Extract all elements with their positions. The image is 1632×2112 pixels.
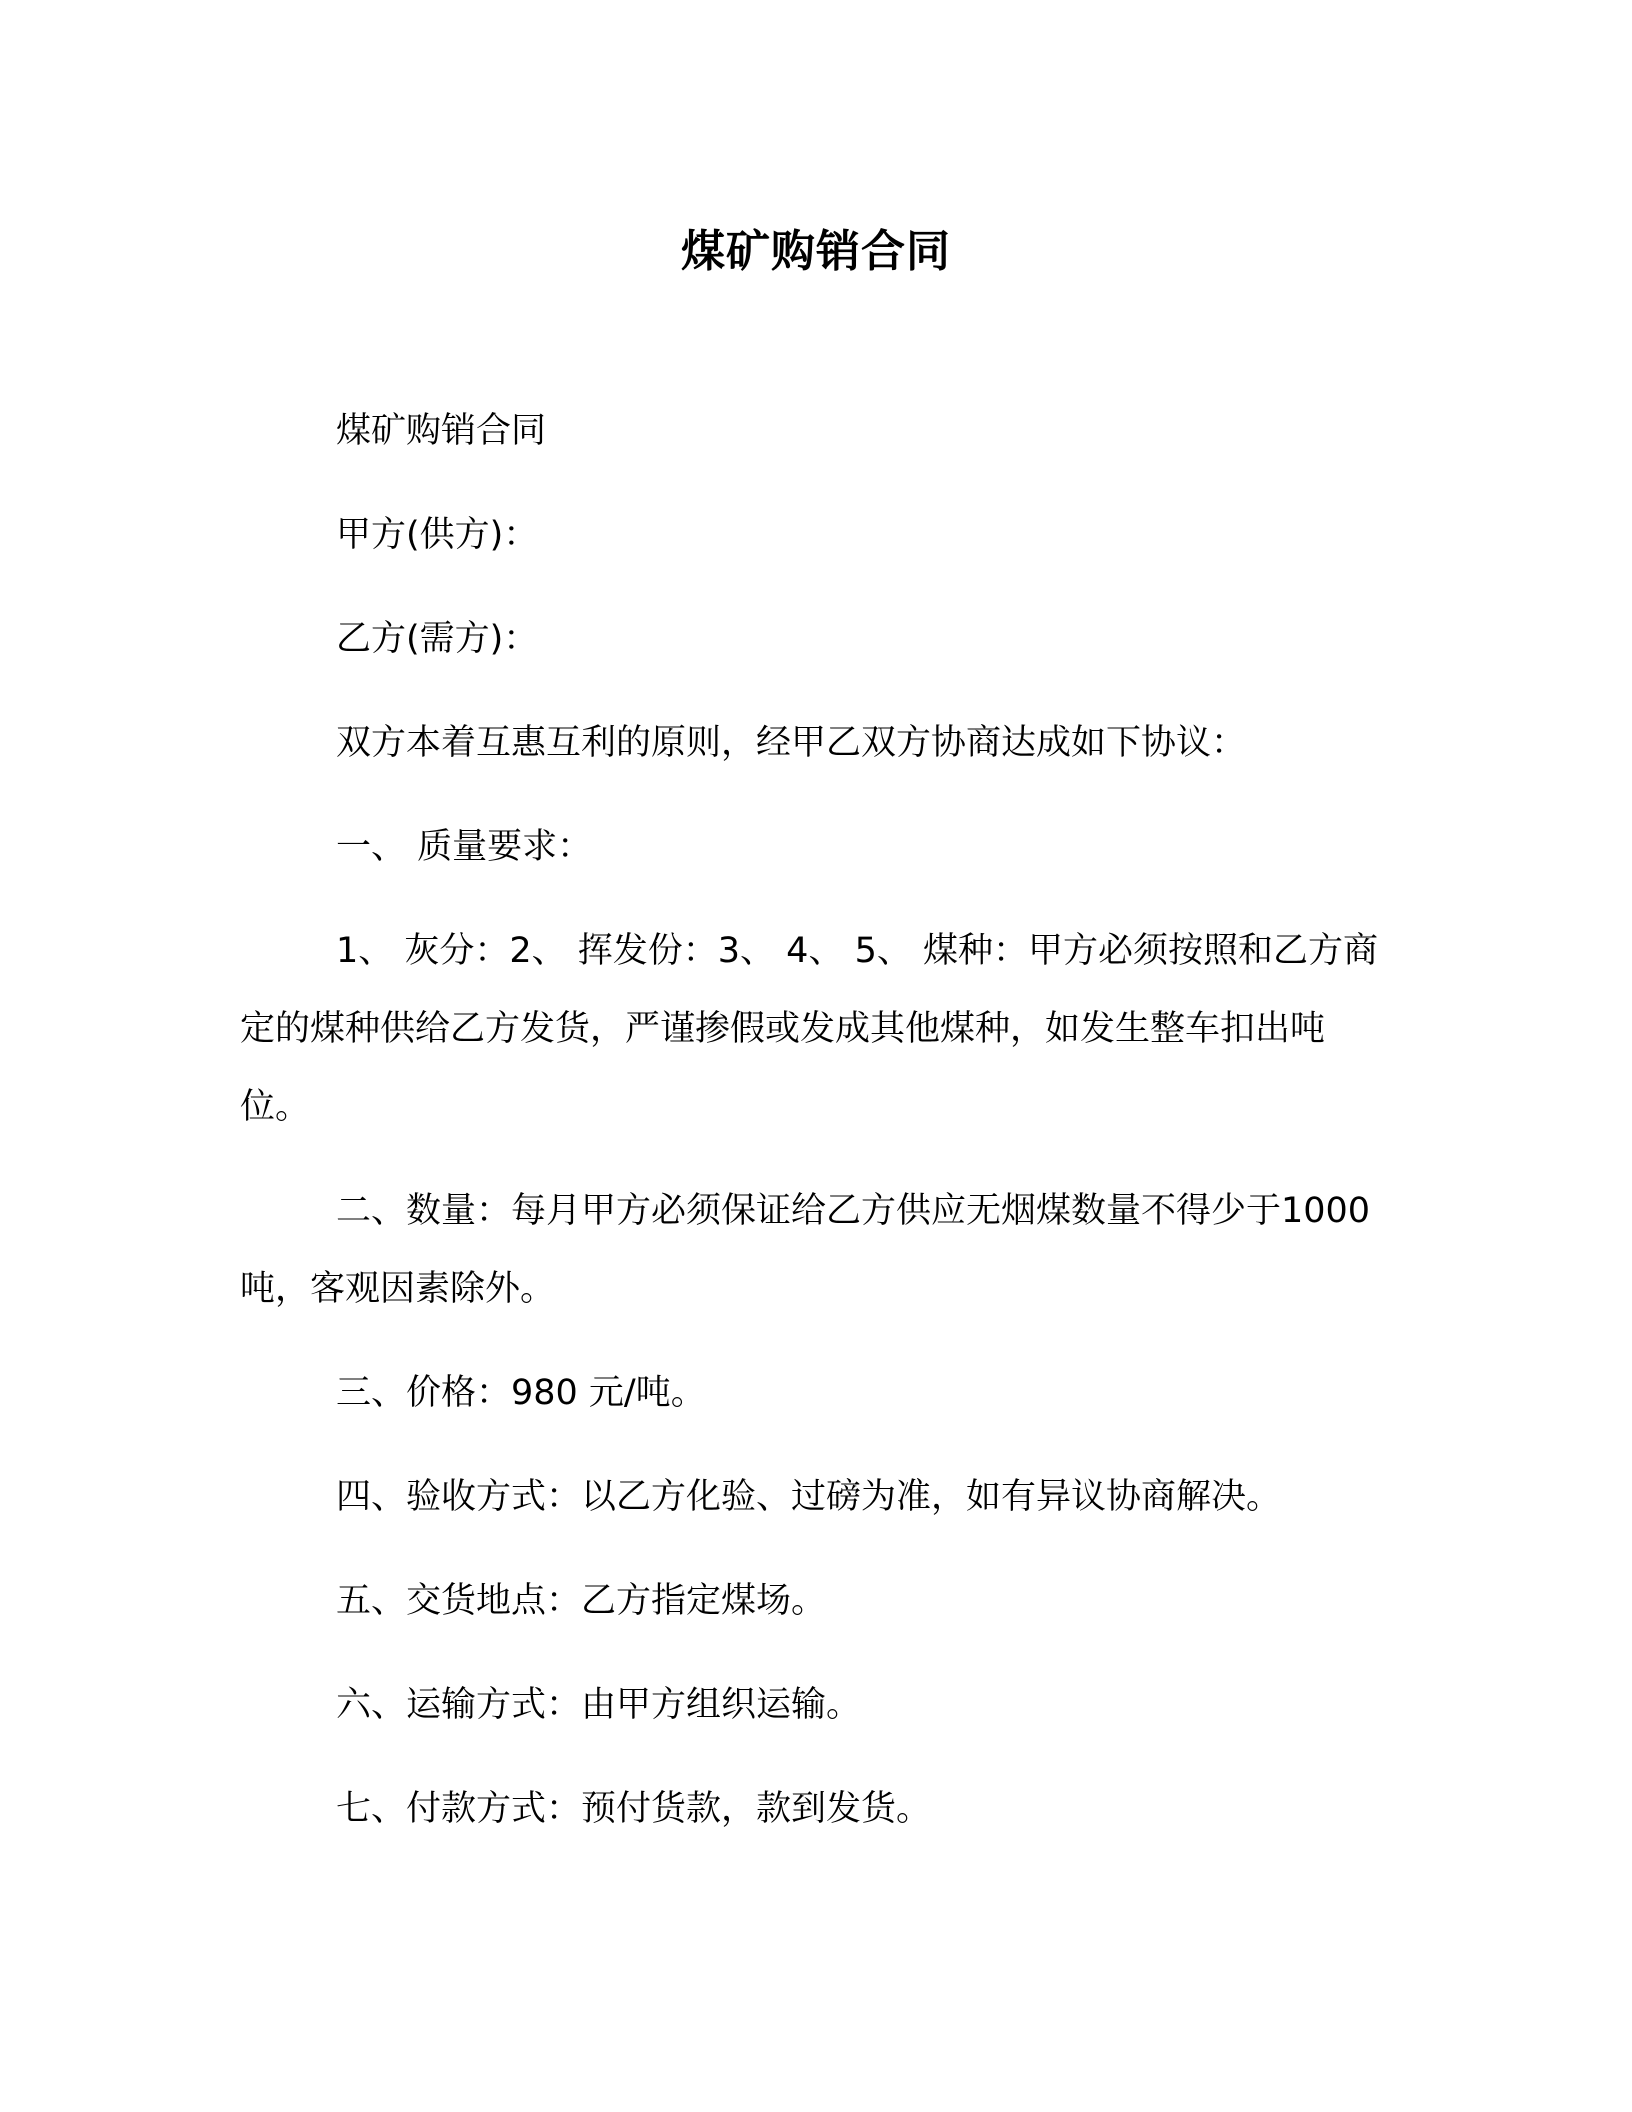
paragraph-section-transport: 六、运输方式：由甲方组织运输。 <box>336 1685 862 1725</box>
document-title: 煤矿购销合同 <box>681 226 951 277</box>
paragraph-section-quantity: 二、数量：每月甲方必须保证给乙方供应无烟煤数量不得少于1000 吨，客观因素除外。 <box>240 1191 1371 1309</box>
paragraph-section-price: 三、价格：980 元/吨。 <box>336 1373 706 1413</box>
paragraph-section-payment: 七、付款方式：预付货款，款到发货。 <box>336 1789 932 1829</box>
document-body <box>240 392 1380 1874</box>
paragraph-contract-name: 煤矿购销合同 <box>336 411 547 451</box>
paragraph-section-quality: 一、 质量要求： <box>336 827 593 867</box>
paragraph-quality-details: 1、 灰分：2、 挥发份：3、 4、 5、 煤种：甲方必须按照和乙方商定的煤种供给乙方发货，严谨掺假或发成其他煤种，如发生整车扣出吨位。 <box>240 931 1378 1127</box>
paragraph-party-b: 乙方(需方)： <box>336 619 539 659</box>
paragraph-section-delivery: 五、交货地点：乙方指定煤场。 <box>336 1581 827 1621</box>
paragraph-section-acceptance: 四、验收方式：以乙方化验、过磅为准，如有异议协商解决。 <box>336 1477 1282 1517</box>
paragraph-party-a: 甲方(供方)： <box>336 515 539 555</box>
paragraph-preamble: 双方本着互惠互利的原则，经甲乙双方协商达成如下协议： <box>336 723 1247 763</box>
